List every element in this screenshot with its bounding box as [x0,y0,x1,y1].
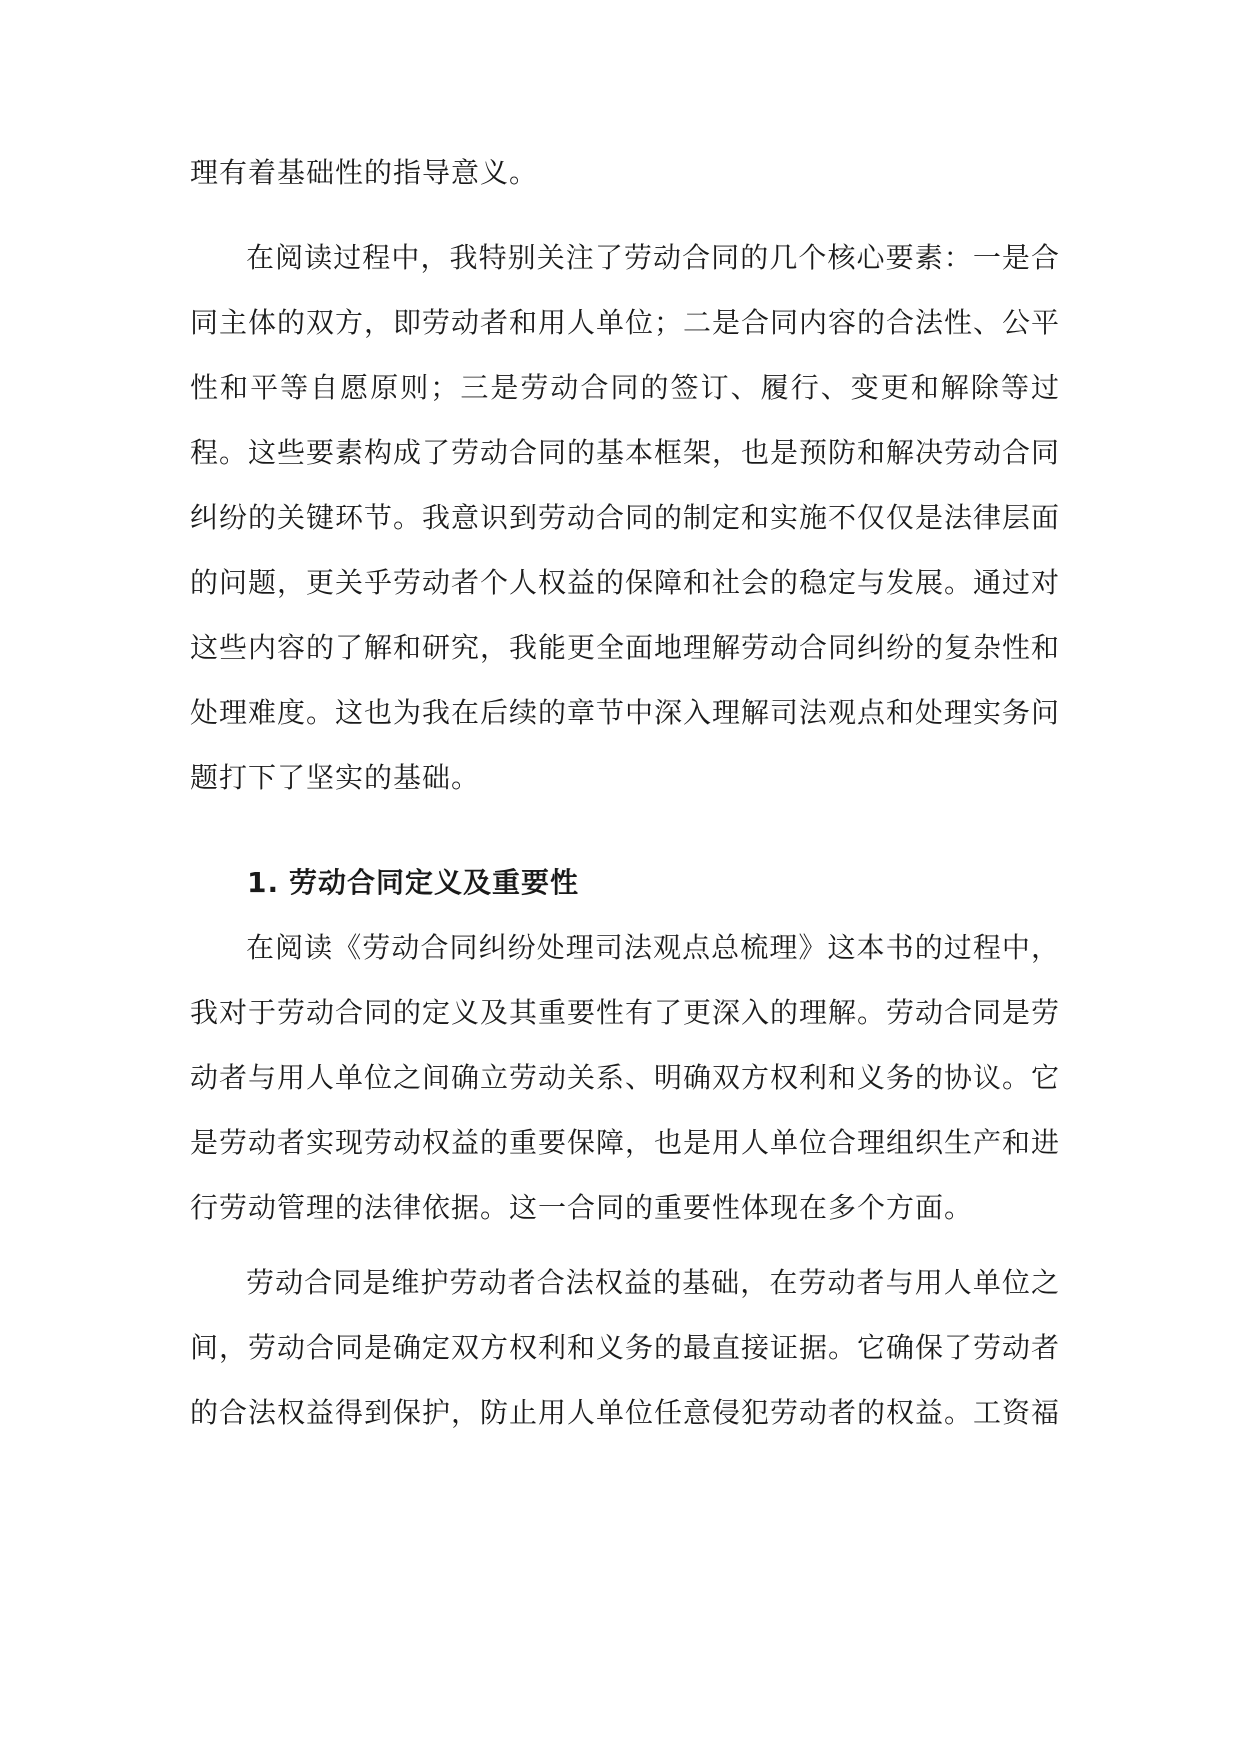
document-body [190,140,1060,1445]
section-title: 劳动合同定义及重要性 [289,866,580,899]
paragraph-importance: 劳动合同是维护劳动者合法权益的基础，在劳动者与用人单位之间，劳动合同是确定双方权利和义务的最直接证据。它确保了劳动者的合法权益得到保护，防止用人单位任意侵犯劳动者的权益。工资福 [190,1266,1061,1429]
section-heading [190,850,1060,915]
paragraph-definition: 在阅读《劳动合同纠纷处理司法观点总梳理》这本书的过程中，我对于劳动合同的定义及其重要性有了更深入的理解。劳动合同是劳动者与用人单位之间确立劳动关系、明确双方权利和义务的协议。它是劳动者实现劳动权益的重要保障，也是用人单位合理组织生产和进行劳动管理的法律依据。这一合同的重要性体现在多个方面。 [190,931,1061,1224]
paragraph-continued: 理有着基础性的指导意义。 [190,156,539,189]
paragraph-core-elements: 在阅读过程中，我特别关注了劳动合同的几个核心要素：一是合同主体的双方，即劳动者和用人单位；二是合同内容的合法性、公平性和平等自愿原则；三是劳动合同的签订、履行、变更和解除等过程。这些要素构成了劳动合同的基本框架，也是预防和解决劳动合同纠纷的关键环节。我意识到劳动合同的制定和实施不仅仅是法律层面的问题，更关乎劳动者个人权益的保障和社会的稳定与发展。通过对这些内容的了解和研究，我能更全面地理解劳动合同纠纷的复杂性和处理难度。这也为我在后续的章节中深入理解司法观点和处理实务问题打下了坚实的基础。 [190,241,1061,794]
section-number: 1. [247,866,280,899]
